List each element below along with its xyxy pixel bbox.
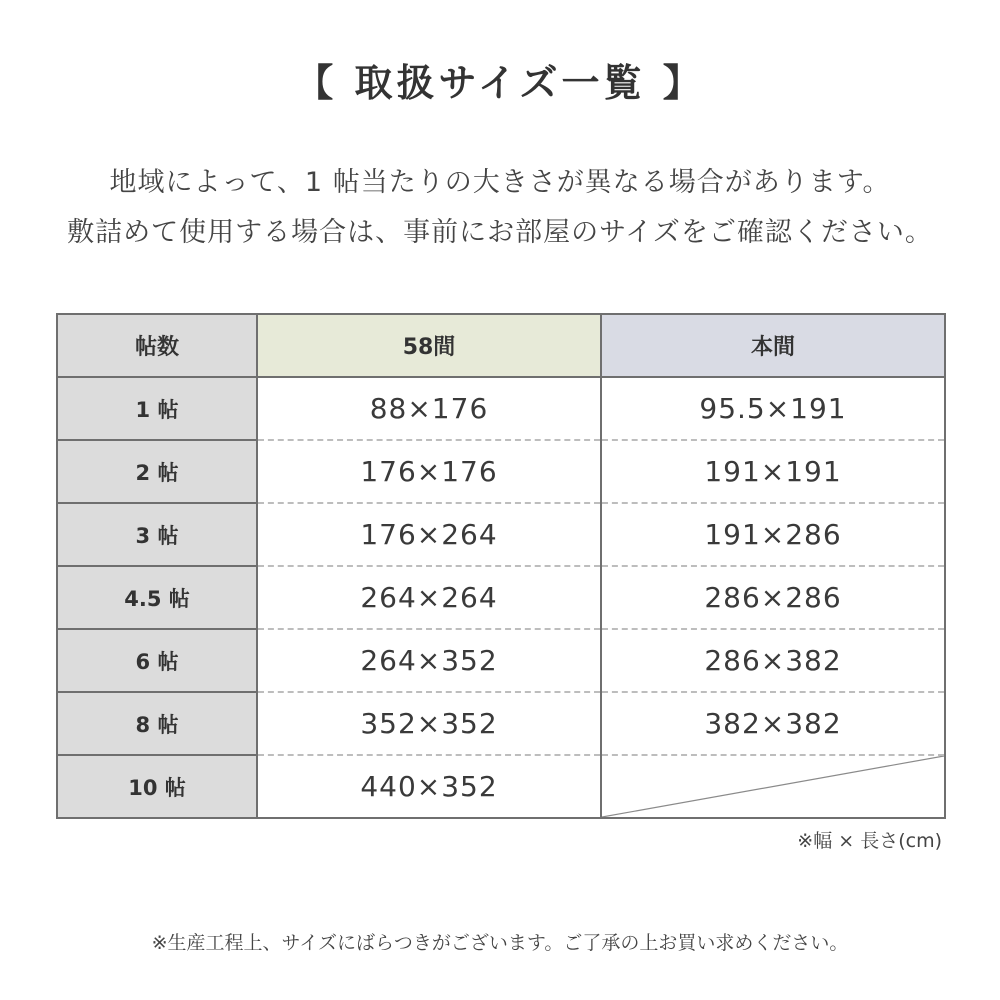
header-58ma: 58間 (257, 314, 601, 377)
row-honma-size: 382×382 (601, 692, 945, 755)
table-row (57, 755, 945, 818)
row-honma-size: 191×286 (601, 503, 945, 566)
size-table (56, 313, 946, 819)
table-row (57, 503, 945, 566)
row-count: 2 帖 (57, 440, 257, 503)
page-title: 【 取扱サイズ一覧 】 (295, 61, 705, 105)
table-header-row (57, 314, 945, 377)
row-58ma-size: 176×176 (257, 440, 601, 503)
row-58ma-size: 352×352 (257, 692, 601, 755)
row-count: 3 帖 (57, 503, 257, 566)
row-honma-size: 191×191 (601, 440, 945, 503)
unit-note: ※幅 × 長さ(cm) (797, 830, 942, 852)
header-honma: 本間 (601, 314, 945, 377)
row-count: 8 帖 (57, 692, 257, 755)
empty-cell (601, 755, 945, 818)
intro-text (0, 158, 1000, 258)
table-row (57, 629, 945, 692)
row-58ma-size: 264×352 (257, 629, 601, 692)
footer-note: ※生産工程上、サイズにばらつきがございます。ご了承の上お買い求めください。 (151, 932, 849, 954)
row-58ma-size: 264×264 (257, 566, 601, 629)
diagonal-slash (602, 756, 944, 817)
table-row (57, 566, 945, 629)
row-count: 6 帖 (57, 629, 257, 692)
intro-line-1: 地域によって、1 帖当たりの大きさが異なる場合があります。 (109, 167, 891, 198)
table-row (57, 440, 945, 503)
row-count: 10 帖 (57, 755, 257, 818)
row-count: 4.5 帖 (57, 566, 257, 629)
row-count: 1 帖 (57, 377, 257, 440)
row-honma-size: 286×382 (601, 629, 945, 692)
row-honma-size: 286×286 (601, 566, 945, 629)
row-honma-size: 95.5×191 (601, 377, 945, 440)
intro-line-2: 敷詰めて使用する場合は、事前にお部屋のサイズをご確認ください。 (67, 217, 933, 248)
header-count: 帖数 (57, 314, 257, 377)
table-row (57, 377, 945, 440)
row-58ma-size: 440×352 (257, 755, 601, 818)
table-row (57, 692, 945, 755)
row-58ma-size: 88×176 (257, 377, 601, 440)
row-58ma-size: 176×264 (257, 503, 601, 566)
